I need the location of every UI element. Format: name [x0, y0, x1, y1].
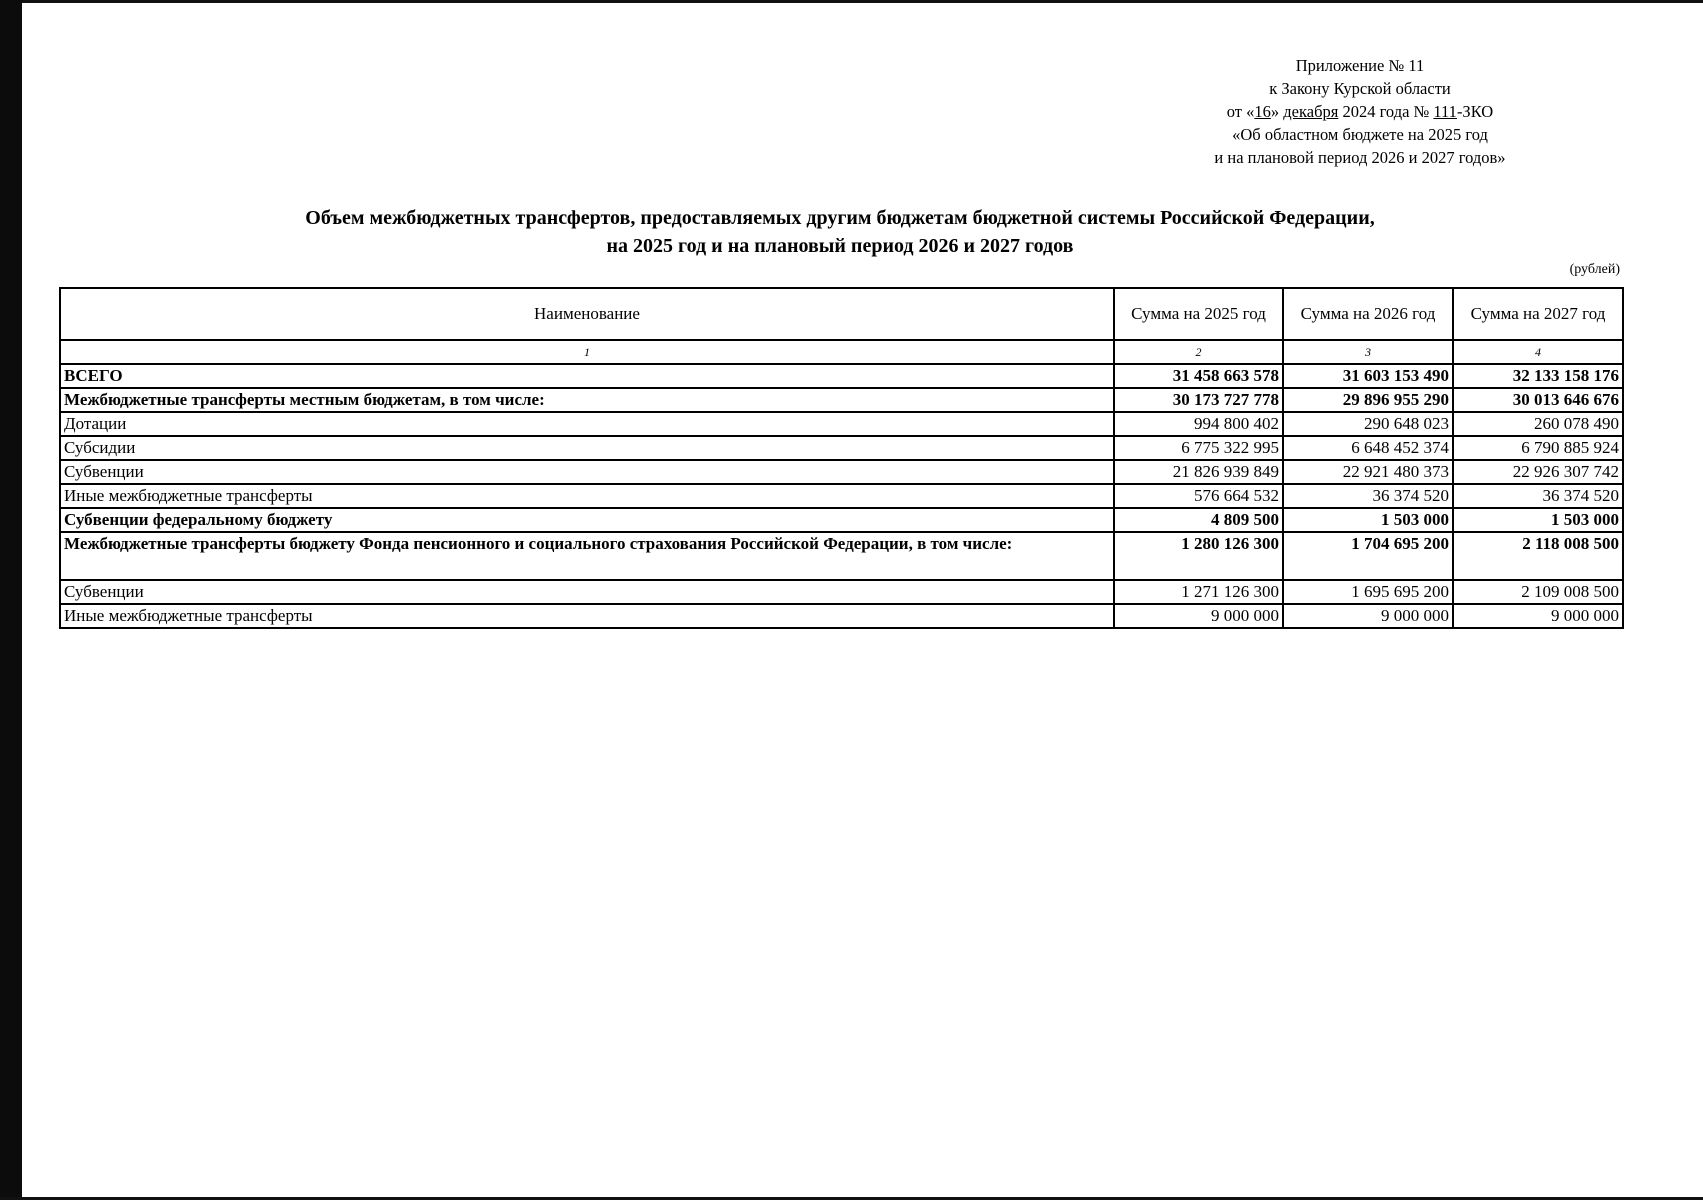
row-value-2026: 36 374 520 [1283, 484, 1453, 508]
row-value-2025: 30 173 727 778 [1114, 388, 1283, 412]
row-name: Дотации [60, 412, 1114, 436]
table-row [60, 412, 1623, 436]
scan-border-left [0, 0, 22, 1200]
column-index: 1 [60, 340, 1114, 364]
row-name: Межбюджетные трансферты местным бюджетам, в том числе: [60, 388, 1114, 412]
appendix-law-date: от «16» декабря 2024 года № 111-ЗКО [1226, 102, 1494, 121]
table-row [60, 484, 1623, 508]
row-value-2026: 31 603 153 490 [1283, 364, 1453, 388]
table-row [60, 508, 1623, 532]
column-index-row [60, 340, 1623, 364]
row-value-2026: 9 000 000 [1283, 604, 1453, 628]
row-value-2026: 6 648 452 374 [1283, 436, 1453, 460]
appendix-law-title-1: «Об областном бюджете на 2025 год [1232, 125, 1488, 144]
row-value-2026: 22 921 480 373 [1283, 460, 1453, 484]
table-row [60, 460, 1623, 484]
row-value-2025: 576 664 532 [1114, 484, 1283, 508]
row-value-2026: 1 695 695 200 [1283, 580, 1453, 604]
header-2025: Сумма на 2025 год [1114, 288, 1283, 340]
document-title [60, 204, 1620, 260]
row-value-2027: 260 078 490 [1453, 412, 1623, 436]
column-index: 4 [1453, 340, 1623, 364]
row-value-2026: 1 704 695 200 [1283, 532, 1453, 580]
row-value-2027: 6 790 885 924 [1453, 436, 1623, 460]
appendix-number: Приложение № 11 [1295, 56, 1425, 75]
row-name: Иные межбюджетные трансферты [60, 604, 1114, 628]
row-name: ВСЕГО [60, 364, 1114, 388]
table-header-row [60, 288, 1623, 340]
row-value-2027: 9 000 000 [1453, 604, 1623, 628]
transfers-table [59, 287, 1624, 629]
row-value-2027: 1 503 000 [1453, 508, 1623, 532]
law-number: 111 [1433, 102, 1457, 121]
table-row [60, 436, 1623, 460]
row-name: Межбюджетные трансферты бюджету Фонда пенсионного и социального страхования Российской Федерации, в том числе: [60, 532, 1114, 580]
row-value-2027: 2 109 008 500 [1453, 580, 1623, 604]
column-index: 2 [1114, 340, 1283, 364]
row-value-2025: 1 280 126 300 [1114, 532, 1283, 580]
table-row [60, 604, 1623, 628]
table-row [60, 388, 1623, 412]
document-title-line-1: Объем межбюджетных трансфертов, предоставляемых другим бюджетам бюджетной системы Российской Федерации, [305, 207, 1375, 229]
row-value-2025: 21 826 939 849 [1114, 460, 1283, 484]
row-value-2025: 994 800 402 [1114, 412, 1283, 436]
row-name: Субвенции [60, 460, 1114, 484]
row-name: Иные межбюджетные трансферты [60, 484, 1114, 508]
scan-border-top [0, 0, 1703, 3]
units-label: (рублей) [1569, 262, 1620, 277]
row-name: Субсидии [60, 436, 1114, 460]
header-name: Наименование [60, 288, 1114, 340]
row-value-2026: 290 648 023 [1283, 412, 1453, 436]
row-name: Субвенции федеральному бюджету [60, 508, 1114, 532]
appendix-law-ref: к Закону Курской области [1269, 79, 1451, 98]
header-2026: Сумма на 2026 год [1283, 288, 1453, 340]
row-name: Субвенции [60, 580, 1114, 604]
row-value-2027: 2 118 008 500 [1453, 532, 1623, 580]
row-value-2026: 1 503 000 [1283, 508, 1453, 532]
table-row [60, 364, 1623, 388]
row-value-2025: 6 775 322 995 [1114, 436, 1283, 460]
row-value-2026: 29 896 955 290 [1283, 388, 1453, 412]
column-index: 3 [1283, 340, 1453, 364]
header-2027: Сумма на 2027 год [1453, 288, 1623, 340]
row-value-2027: 22 926 307 742 [1453, 460, 1623, 484]
appendix-law-title-2: и на плановой период 2026 и 2027 годов» [1214, 148, 1506, 167]
row-value-2025: 9 000 000 [1114, 604, 1283, 628]
table-row [60, 580, 1623, 604]
table-row [60, 532, 1623, 580]
document-title-line-2: на 2025 год и на плановый период 2026 и 2027 годов [606, 235, 1074, 257]
law-month: декабря [1283, 102, 1339, 121]
row-value-2025: 31 458 663 578 [1114, 364, 1283, 388]
row-value-2027: 32 133 158 176 [1453, 364, 1623, 388]
row-value-2027: 30 013 646 676 [1453, 388, 1623, 412]
row-value-2025: 4 809 500 [1114, 508, 1283, 532]
law-day: 16 [1254, 102, 1271, 121]
appendix-header [1150, 54, 1570, 169]
row-value-2025: 1 271 126 300 [1114, 580, 1283, 604]
row-value-2027: 36 374 520 [1453, 484, 1623, 508]
